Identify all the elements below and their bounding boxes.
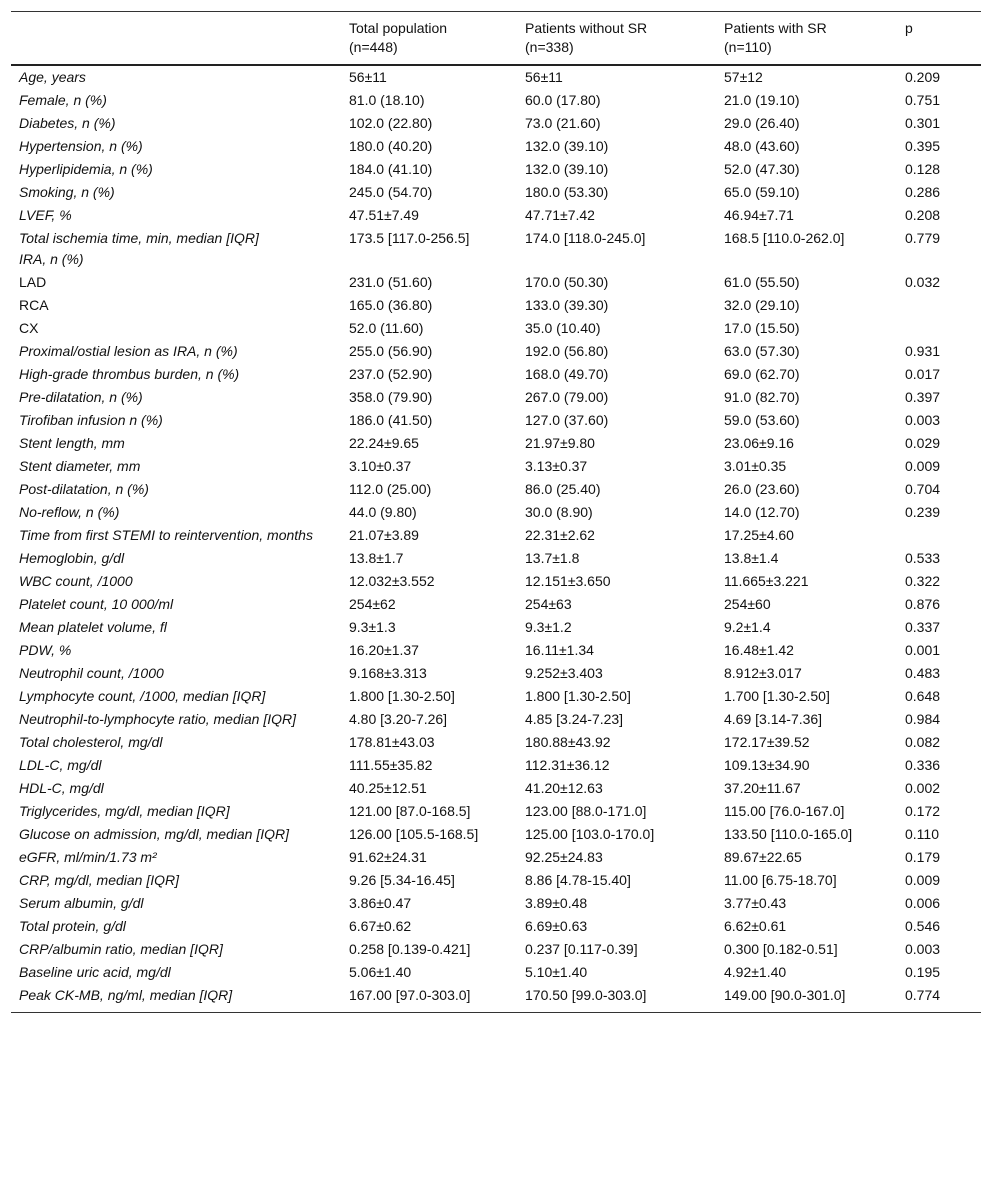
- cell-total: 121.00 [87.0-168.5]: [349, 803, 471, 819]
- cell-total: 126.00 [105.5-168.5]: [349, 826, 479, 842]
- cell-with-sr: 109.13±34.90: [724, 757, 810, 773]
- row-label: Diabetes, n (%): [19, 115, 116, 131]
- cell-p-value: [897, 248, 981, 271]
- cell-with-sr: 46.94±7.71: [724, 207, 794, 223]
- cell-without-sr: 174.0 [118.0-245.0]: [525, 230, 646, 246]
- cell-p-value: 0.179: [905, 849, 941, 865]
- table-row: [11, 501, 981, 524]
- row-label: Platelet count, 10 000/ml: [19, 596, 174, 612]
- row-label: Serum albumin, g/dl: [19, 895, 144, 911]
- cell-total: 165.0 (36.80): [349, 297, 433, 313]
- cell-total: 184.0 (41.10): [349, 161, 433, 177]
- row-label: Triglycerides, mg/dl, median [IQR]: [19, 803, 230, 819]
- table-row: [11, 478, 981, 501]
- table-header: [11, 12, 981, 66]
- cell-p-value: 0.029: [905, 435, 941, 451]
- row-label: Hemoglobin, g/dl: [19, 550, 125, 566]
- cell-without-sr: 123.00 [88.0-171.0]: [525, 803, 647, 819]
- table-row: [11, 823, 981, 846]
- cell-p-value: 0.001: [905, 642, 941, 658]
- baseline-characteristics-table: [11, 11, 981, 1013]
- table-row: [11, 112, 981, 135]
- table-row: [11, 593, 981, 616]
- cell-without-sr: 60.0 (17.80): [525, 92, 601, 108]
- row-label: Stent diameter, mm: [19, 458, 141, 474]
- cell-total: 52.0 (11.60): [349, 320, 424, 336]
- cell-with-sr: 69.0 (62.70): [724, 366, 800, 382]
- header-row: [11, 12, 981, 66]
- table-row: [11, 892, 981, 915]
- header-with-sr: [716, 12, 897, 66]
- table-row: [11, 432, 981, 455]
- cell-total: 237.0 (52.90): [349, 366, 433, 382]
- cell-without-sr: 132.0 (39.10): [525, 161, 609, 177]
- cell-with-sr: 16.48±1.42: [724, 642, 794, 658]
- table-row: [11, 915, 981, 938]
- cell-with-sr: 1.700 [1.30-2.50]: [724, 688, 830, 704]
- header-with-sr-n: (n=110): [724, 39, 772, 55]
- cell-p-value: 0.209: [905, 69, 941, 85]
- cell-with-sr: 57±12: [724, 69, 763, 85]
- table-row-group-ira: [11, 248, 981, 271]
- cell-without-sr: 30.0 (8.90): [525, 504, 593, 520]
- header-with-sr-title: Patients with SR: [724, 20, 827, 36]
- cell-p-value: [897, 524, 981, 547]
- cell-without-sr: 133.0 (39.30): [525, 297, 609, 313]
- cell-p-value: 0.128: [905, 161, 941, 177]
- cell-without-sr: 8.86 [4.78-15.40]: [525, 872, 631, 888]
- table-row: [11, 639, 981, 662]
- cell-with-sr: 11.665±3.221: [724, 573, 809, 589]
- cell-p-value: 0.032: [905, 274, 941, 290]
- table-row: [11, 616, 981, 639]
- cell-without-sr: 0.237 [0.117-0.39]: [525, 941, 638, 957]
- cell-without-sr: 86.0 (25.40): [525, 481, 601, 497]
- cell-total: 180.0 (40.20): [349, 138, 433, 154]
- cell-p-value: 0.984: [905, 711, 941, 727]
- table-row: [11, 455, 981, 478]
- row-label: Total protein, g/dl: [19, 918, 126, 934]
- table-row: [11, 662, 981, 685]
- cell-p-value: [897, 294, 981, 317]
- table-row: [11, 227, 981, 248]
- cell-with-sr: 14.0 (12.70): [724, 504, 800, 520]
- cell-without-sr: 168.0 (49.70): [525, 366, 609, 382]
- row-label-sub: RCA: [19, 297, 49, 313]
- table-row: [11, 938, 981, 961]
- row-label: Time from first STEMI to reintervention, months: [19, 527, 313, 543]
- cell-total: 186.0 (41.50): [349, 412, 433, 428]
- cell-with-sr: 8.912±3.017: [724, 665, 802, 681]
- cell-p-value: 0.110: [905, 826, 939, 842]
- cell-total: 231.0 (51.60): [349, 274, 433, 290]
- cell-without-sr: 12.151±3.650: [525, 573, 611, 589]
- cell-with-sr: 59.0 (53.60): [724, 412, 800, 428]
- cell-without-sr: 254±63: [525, 596, 572, 612]
- cell-p-value: 0.002: [905, 780, 941, 796]
- cell-with-sr: 65.0 (59.10): [724, 184, 800, 200]
- cell-without-sr: 132.0 (39.10): [525, 138, 609, 154]
- cell-total: 3.86±0.47: [349, 895, 412, 911]
- row-label: Hypertension, n (%): [19, 138, 143, 154]
- table-row: [11, 800, 981, 823]
- table-row: [11, 135, 981, 158]
- row-label: Hyperlipidemia, n (%): [19, 161, 153, 177]
- cell-p-value: 0.009: [905, 458, 941, 474]
- table-row: [11, 547, 981, 570]
- cell-without-sr: 180.0 (53.30): [525, 184, 609, 200]
- cell-without-sr: 1.800 [1.30-2.50]: [525, 688, 631, 704]
- cell-total: 0.258 [0.139-0.421]: [349, 941, 471, 957]
- cell-without-sr: [517, 248, 716, 271]
- cell-p-value: 0.751: [905, 92, 941, 108]
- cell-with-sr: 89.67±22.65: [724, 849, 802, 865]
- cell-total: 255.0 (56.90): [349, 343, 433, 359]
- cell-total: 9.3±1.3: [349, 619, 396, 635]
- cell-without-sr: 125.00 [103.0-170.0]: [525, 826, 655, 842]
- cell-with-sr: 172.17±39.52: [724, 734, 810, 750]
- table-row: [11, 731, 981, 754]
- cell-total: 91.62±24.31: [349, 849, 427, 865]
- row-label: HDL-C, mg/dl: [19, 780, 104, 796]
- cell-with-sr: 91.0 (82.70): [724, 389, 800, 405]
- cell-p-value: 0.172: [905, 803, 941, 819]
- cell-p-value: 0.239: [905, 504, 941, 520]
- cell-total: 102.0 (22.80): [349, 115, 433, 131]
- table-row: [11, 158, 981, 181]
- row-label: CRP, mg/dl, median [IQR]: [19, 872, 180, 888]
- cell-with-sr: 4.69 [3.14-7.36]: [724, 711, 823, 727]
- row-label: IRA, n (%): [19, 251, 84, 267]
- header-without-sr-n: (n=338): [525, 39, 574, 55]
- table-row: [11, 363, 981, 386]
- table-row: [11, 777, 981, 800]
- cell-p-value: 0.774: [905, 987, 941, 1003]
- cell-total: 173.5 [117.0-256.5]: [349, 230, 470, 246]
- row-label: Stent length, mm: [19, 435, 125, 451]
- row-label: PDW, %: [19, 642, 72, 658]
- cell-without-sr: 6.69±0.63: [525, 918, 588, 934]
- cell-without-sr: 4.85 [3.24-7.23]: [525, 711, 624, 727]
- cell-p-value: 0.483: [905, 665, 941, 681]
- cell-p-value: 0.336: [905, 757, 941, 773]
- table-row: [11, 340, 981, 363]
- row-label: Peak CK-MB, ng/ml, median [IQR]: [19, 987, 233, 1003]
- cell-p-value: 0.195: [905, 964, 941, 980]
- cell-p-value: 0.286: [905, 184, 941, 200]
- cell-total: 5.06±1.40: [349, 964, 412, 980]
- cell-total: 6.67±0.62: [349, 918, 412, 934]
- cell-without-sr: 35.0 (10.40): [525, 320, 601, 336]
- cell-p-value: 0.546: [905, 918, 941, 934]
- cell-total: 254±62: [349, 596, 396, 612]
- cell-without-sr: 112.31±36.12: [525, 757, 610, 773]
- cell-p-value: 0.009: [905, 872, 941, 888]
- cell-without-sr: 13.7±1.8: [525, 550, 580, 566]
- cell-p-value: 0.648: [905, 688, 941, 704]
- table-row: [11, 89, 981, 112]
- cell-without-sr: 3.13±0.37: [525, 458, 588, 474]
- cell-without-sr: 9.3±1.2: [525, 619, 572, 635]
- cell-with-sr: 4.92±1.40: [724, 964, 787, 980]
- cell-p-value: 0.533: [905, 550, 941, 566]
- table-row: [11, 524, 981, 547]
- cell-p-value: 0.082: [905, 734, 941, 750]
- cell-total: 178.81±43.03: [349, 734, 435, 750]
- row-label-sub: CX: [19, 320, 39, 336]
- table-row: [11, 869, 981, 892]
- cell-with-sr: 21.0 (19.10): [724, 92, 800, 108]
- cell-with-sr: 3.77±0.43: [724, 895, 787, 911]
- cell-with-sr: 254±60: [724, 596, 771, 612]
- cell-with-sr: 9.2±1.4: [724, 619, 771, 635]
- cell-total: 21.07±3.89: [349, 527, 419, 543]
- cell-without-sr: 267.0 (79.00): [525, 389, 609, 405]
- cell-with-sr: 48.0 (43.60): [724, 138, 800, 154]
- cell-without-sr: 180.88±43.92: [525, 734, 611, 750]
- cell-without-sr: 127.0 (37.60): [525, 412, 609, 428]
- row-label: Pre-dilatation, n (%): [19, 389, 143, 405]
- cell-without-sr: 56±11: [525, 69, 563, 85]
- table-row: [11, 181, 981, 204]
- cell-with-sr: 23.06±9.16: [724, 435, 794, 451]
- cell-without-sr: 170.50 [99.0-303.0]: [525, 987, 647, 1003]
- cell-without-sr: 22.31±2.62: [525, 527, 595, 543]
- table-row: [11, 685, 981, 708]
- cell-total: [341, 248, 517, 271]
- cell-total: 112.0 (25.00): [349, 481, 432, 497]
- cell-with-sr: 133.50 [110.0-165.0]: [724, 826, 853, 842]
- cell-p-value: 0.208: [905, 207, 941, 223]
- cell-p-value: 0.397: [905, 389, 941, 405]
- table-row: [11, 846, 981, 869]
- cell-with-sr: 149.00 [90.0-301.0]: [724, 987, 846, 1003]
- table-row: [11, 204, 981, 227]
- cell-with-sr: 17.0 (15.50): [724, 320, 800, 336]
- header-p-value: p: [905, 20, 913, 36]
- table-row: [11, 65, 981, 89]
- cell-with-sr: 6.62±0.61: [724, 918, 787, 934]
- table-row: [11, 754, 981, 777]
- row-label: CRP/albumin ratio, median [IQR]: [19, 941, 223, 957]
- row-label: Smoking, n (%): [19, 184, 115, 200]
- cell-total: 13.8±1.7: [349, 550, 404, 566]
- cell-total: 22.24±9.65: [349, 435, 419, 451]
- cell-without-sr: 73.0 (21.60): [525, 115, 601, 131]
- cell-with-sr: 11.00 [6.75-18.70]: [724, 872, 837, 888]
- cell-with-sr: 115.00 [76.0-167.0]: [724, 803, 845, 819]
- table-row: [11, 984, 981, 1013]
- row-label: WBC count, /1000: [19, 573, 133, 589]
- cell-with-sr: 32.0 (29.10): [724, 297, 800, 313]
- cell-with-sr: 17.25±4.60: [724, 527, 794, 543]
- cell-total: 47.51±7.49: [349, 207, 419, 223]
- row-label: LDL-C, mg/dl: [19, 757, 102, 773]
- cell-p-value: 0.017: [905, 366, 941, 382]
- row-label: Glucose on admission, mg/dl, median [IQR]: [19, 826, 290, 842]
- cell-p-value: 0.337: [905, 619, 941, 635]
- cell-without-sr: 47.71±7.42: [525, 207, 595, 223]
- cell-total: 40.25±12.51: [349, 780, 427, 796]
- cell-p-value: 0.704: [905, 481, 941, 497]
- header-total-population: [341, 12, 517, 66]
- cell-total: 4.80 [3.20-7.26]: [349, 711, 448, 727]
- cell-with-sr: 61.0 (55.50): [724, 274, 800, 290]
- cell-total: 56±11: [349, 69, 387, 85]
- cell-total: 245.0 (54.70): [349, 184, 433, 200]
- cell-total: 12.032±3.552: [349, 573, 435, 589]
- cell-p-value: 0.779: [905, 230, 941, 246]
- row-label: Proximal/ostial lesion as IRA, n (%): [19, 343, 238, 359]
- cell-total: 44.0 (9.80): [349, 504, 417, 520]
- cell-total: 3.10±0.37: [349, 458, 412, 474]
- table-row: [11, 708, 981, 731]
- cell-p-value: 0.395: [905, 138, 941, 154]
- table-row-sub: [11, 271, 981, 294]
- cell-total: 9.168±3.313: [349, 665, 427, 681]
- cell-p-value: 0.322: [905, 573, 941, 589]
- row-label: eGFR, ml/min/1.73 m²: [19, 849, 157, 865]
- table-row-sub: [11, 294, 981, 317]
- cell-total: 111.55±35.82: [349, 757, 433, 773]
- cell-p-value: 0.006: [905, 895, 941, 911]
- cell-without-sr: 92.25±24.83: [525, 849, 603, 865]
- cell-total: 167.00 [97.0-303.0]: [349, 987, 471, 1003]
- table-row: [11, 409, 981, 432]
- header-without-sr: [517, 12, 716, 66]
- header-total-n: (n=448): [349, 39, 398, 55]
- table-row: [11, 570, 981, 593]
- cell-p-value: 0.876: [905, 596, 941, 612]
- cell-p-value: [897, 317, 981, 340]
- cell-with-sr: 52.0 (47.30): [724, 161, 800, 177]
- cell-with-sr: 63.0 (57.30): [724, 343, 800, 359]
- cell-total: 81.0 (18.10): [349, 92, 425, 108]
- cell-with-sr: 168.5 [110.0-262.0]: [724, 230, 845, 246]
- row-label: Neutrophil-to-lymphocyte ratio, median [IQR]: [19, 711, 296, 727]
- cell-p-value: 0.003: [905, 941, 941, 957]
- cell-with-sr: 3.01±0.35: [724, 458, 787, 474]
- cell-without-sr: 21.97±9.80: [525, 435, 595, 451]
- cell-with-sr: 29.0 (26.40): [724, 115, 800, 131]
- row-label: Mean platelet volume, fl: [19, 619, 167, 635]
- cell-with-sr: 13.8±1.4: [724, 550, 779, 566]
- table-body: [11, 65, 981, 1013]
- row-label: LVEF, %: [19, 207, 72, 223]
- cell-with-sr: 0.300 [0.182-0.51]: [724, 941, 838, 957]
- table-row: [11, 386, 981, 409]
- row-label: No-reflow, n (%): [19, 504, 120, 520]
- cell-total: 16.20±1.37: [349, 642, 419, 658]
- table-row: [11, 961, 981, 984]
- row-label: Baseline uric acid, mg/dl: [19, 964, 171, 980]
- table-row-sub: [11, 317, 981, 340]
- cell-p-value: 0.931: [905, 343, 941, 359]
- cell-total: 1.800 [1.30-2.50]: [349, 688, 455, 704]
- cell-total: 358.0 (79.90): [349, 389, 433, 405]
- cell-without-sr: 41.20±12.63: [525, 780, 603, 796]
- row-label: Tirofiban infusion n (%): [19, 412, 163, 428]
- header-variable: [11, 12, 341, 66]
- cell-without-sr: 5.10±1.40: [525, 964, 588, 980]
- cell-without-sr: 9.252±3.403: [525, 665, 603, 681]
- cell-with-sr: [716, 248, 897, 271]
- row-label: Age, years: [19, 69, 86, 85]
- row-label: Total cholesterol, mg/dl: [19, 734, 163, 750]
- cell-with-sr: 37.20±11.67: [724, 780, 801, 796]
- cell-with-sr: 26.0 (23.60): [724, 481, 800, 497]
- row-label: Female, n (%): [19, 92, 107, 108]
- cell-without-sr: 192.0 (56.80): [525, 343, 609, 359]
- row-label: Post-dilatation, n (%): [19, 481, 149, 497]
- cell-p-value: 0.301: [905, 115, 941, 131]
- header-without-sr-title: Patients without SR: [525, 20, 648, 36]
- cell-without-sr: 3.89±0.48: [525, 895, 588, 911]
- cell-total: 9.26 [5.34-16.45]: [349, 872, 455, 888]
- row-label-sub: LAD: [19, 274, 47, 290]
- row-label: High-grade thrombus burden, n (%): [19, 366, 240, 382]
- row-label: Neutrophil count, /1000: [19, 665, 164, 681]
- header-total-title: Total population: [349, 20, 448, 36]
- row-label: Lymphocyte count, /1000, median [IQR]: [19, 688, 266, 704]
- cell-p-value: 0.003: [905, 412, 941, 428]
- cell-without-sr: 170.0 (50.30): [525, 274, 609, 290]
- cell-without-sr: 16.11±1.34: [525, 642, 594, 658]
- row-label: Total ischemia time, min, median [IQR]: [19, 230, 259, 246]
